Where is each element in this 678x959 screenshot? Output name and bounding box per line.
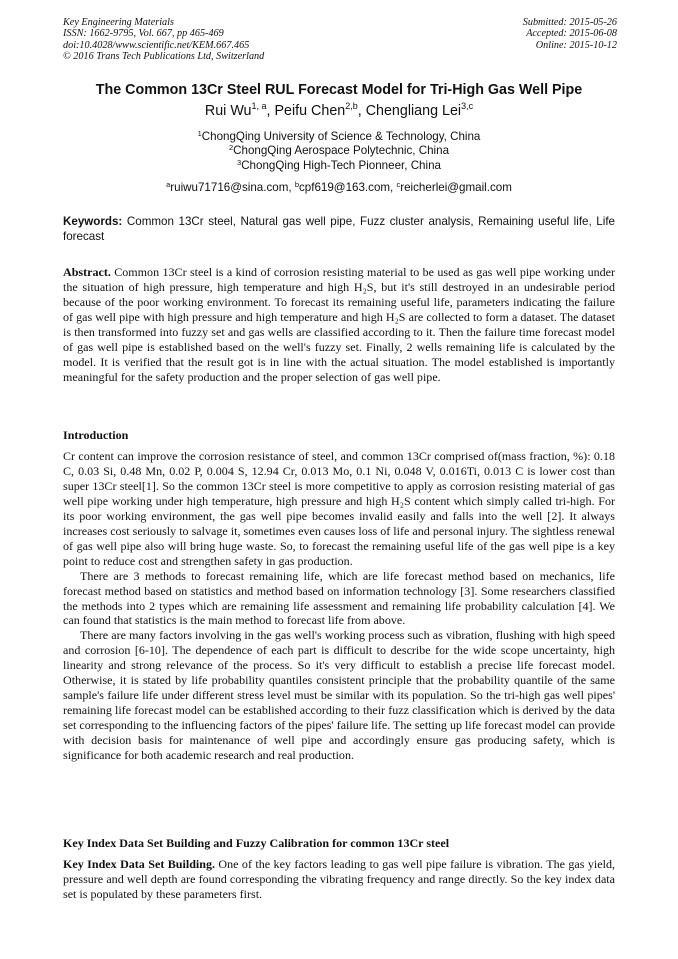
affiliation (20, 159, 658, 173)
email-list: $^a$ruiwu71716@sina.com, $^b$cpf619@163.com, $^c$reicherlei@gmail.com (166, 180, 512, 194)
email-sup: a (166, 180, 171, 189)
online-date: Online: 2015-10-12 (535, 39, 617, 51)
accepted-date: Accepted: 2015-06-08 (526, 28, 617, 40)
author-sup: 3,c (461, 101, 474, 111)
affiliations (20, 130, 658, 173)
affiliation (20, 130, 658, 144)
keywords (63, 215, 615, 244)
author-sup: 2,b (345, 101, 358, 111)
journal-info (63, 17, 264, 63)
submitted-date: Submitted: 2015-05-26 (522, 17, 617, 28)
author-name: Rui Wu (204, 103, 252, 119)
affiliation-sup: 3 (237, 157, 242, 167)
journal-copyright: © 2016 Trans Tech Publications Ltd, Switzerland (63, 51, 265, 63)
author-sup: 1, a (251, 101, 267, 111)
affiliation-sup: 1 (197, 129, 202, 138)
section-body (63, 857, 615, 902)
affiliation-sup: 2 (228, 143, 234, 153)
section-heading: Key Index Data Set Building and Fuzzy Calibration for common 13Cr steel (63, 836, 450, 850)
author-list: Rui Wu$^{1, a}$, Peifu Chen$^{2,b}$, Chengliang Lei$^{3,c}$ (204, 101, 474, 119)
author-name: Peifu Chen (274, 103, 346, 119)
email-link[interactable]: reicherlei@gmail.com (400, 181, 512, 194)
abstract-label: Abstract. (63, 265, 111, 279)
email-link[interactable]: ruiwu71716@sina.com (170, 181, 289, 194)
journal-name: Key Engineering Materials (63, 17, 174, 28)
paper-title: The Common 13Cr Steel RUL Forecast Model for Tri-High Gas Well Pipe (95, 82, 583, 98)
paragraph: There are many factors involving in the gas well's working process such as vibration, flushing with high speed and corrosion [6-10]. The dependence of each part is difficult to describe for the wide scope uncertainty, high linearity and strong relevance of the process. So it's very difficult to establish a precise life forecast model. Otherwise, it is stated by life probability quantiles consistent principle that the probability quantile of the same sample's failure life under different stress level must be similar with its population. So the tri-high gas well pipes' remaining life forecast model can be established according to their fuzz classification which is derived by the data set corresponding to the influencing factors of the pipes' failure life. The setting up life forecast model can provide with decision basis for maintenance of well pipe and accordingly ensure gas producing safety, which is significance for both academic research and real production. (63, 628, 615, 763)
affiliation (20, 144, 658, 158)
paragraph: There are 3 methods to forecast remaining life, which are life forecast method based on mechanics, life forecast method based on statistics and method based on information technology [3]. Some researchers classified the methods into 2 types which are remaining life assessment and remaining life probability calculation [4]. We can found that statistics is the main method to forecast life from above. (63, 568, 615, 628)
journal-issn: ISSN: 1662-9795, Vol. 667, pp 465-469 (63, 28, 224, 40)
affiliation-text: ChongQing University of Science & Technology, China (201, 130, 481, 143)
email-sup: c (396, 180, 401, 189)
keywords-label: Keywords: (63, 215, 123, 228)
paragraph: Cr content can improve the corrosion resistance of steel, and common 13Cr comprised of(mass fraction, %): 0.18 C, 0.03 Si, 0.48 Mn, 0.02 P, 0.004 S, 12.94 Cr, 0.013 Mo, 0.1 Ni, 0.048 V, 0.016Ti, 0.013 C is lower cost than super 13Cr steel[1]. So the common 13Cr steel is more competitive to apply as corrosion resisting material of gas well pipe working under high temperature, high pressure and high H₂S content which simply called tri-high. For its poor working environment, the gas well pipe becomes invalid easily and falls into the well [2]. It always increases cost seriously to salvage it, sometimes even causes loss of life and personal injury. The sightless renewal of gas well pipe also will bring huge waste. So, to forecast the remaining useful life of the gas well pipe is a key point to reduce cost and strengthen safety in gas production. (63, 449, 615, 568)
introduction-body (63, 449, 615, 763)
affiliation-text: ChongQing Aerospace Polytechnic, China (233, 144, 450, 158)
email-link[interactable]: cpf619@163.com (299, 181, 391, 194)
affiliation-text: ChongQing High-Tech Pionneer, China (241, 158, 441, 172)
abstract (63, 265, 615, 385)
keywords-text: Common 13Cr steel, Natural gas well pipe, Fuzz cluster analysis, Remaining useful life, Life forecast (63, 215, 615, 243)
introduction-heading: Introduction (63, 428, 129, 442)
email-sup: b (294, 180, 299, 189)
author-name: Chengliang Lei (365, 103, 462, 119)
journal-doi: doi:10.4028/www.scientific.net/KEM.667.465 (63, 39, 250, 51)
subsection-label: Key Index Data Set Building. (63, 857, 215, 871)
abstract-text: Common 13Cr steel is a kind of corrosion resisting material to be used as gas well pipe working under the situation of high pressure, high temperature and high H₂S, but it's still destroyed in an undesirable period because of the poor working environment. To forecast its remaining useful life, parameters indicating the failure of gas well pipe with high pressure and high temperature and high H₂S are collected to form a dataset. The dataset is then transformed into fuzzy set and gas wells are classified according to it. Then the failure time forecast model of gas well pipe is established based on the well's fuzzy set. Finally, 2 wells remaining life is calculated by the model. It is verified that the result got is in line with the actual situation. The model established is importantly meaningful for the safety production and the proper selection of gas well pipe. (63, 265, 616, 384)
submission-dates (523, 17, 617, 51)
section-text: One of the key factors leading to gas well pipe failure is vibration. The gas yield, pressure and well depth are found corresponding the vibrating frequency and range directly. So the key index data set is populated by these parameters first. (63, 857, 615, 901)
